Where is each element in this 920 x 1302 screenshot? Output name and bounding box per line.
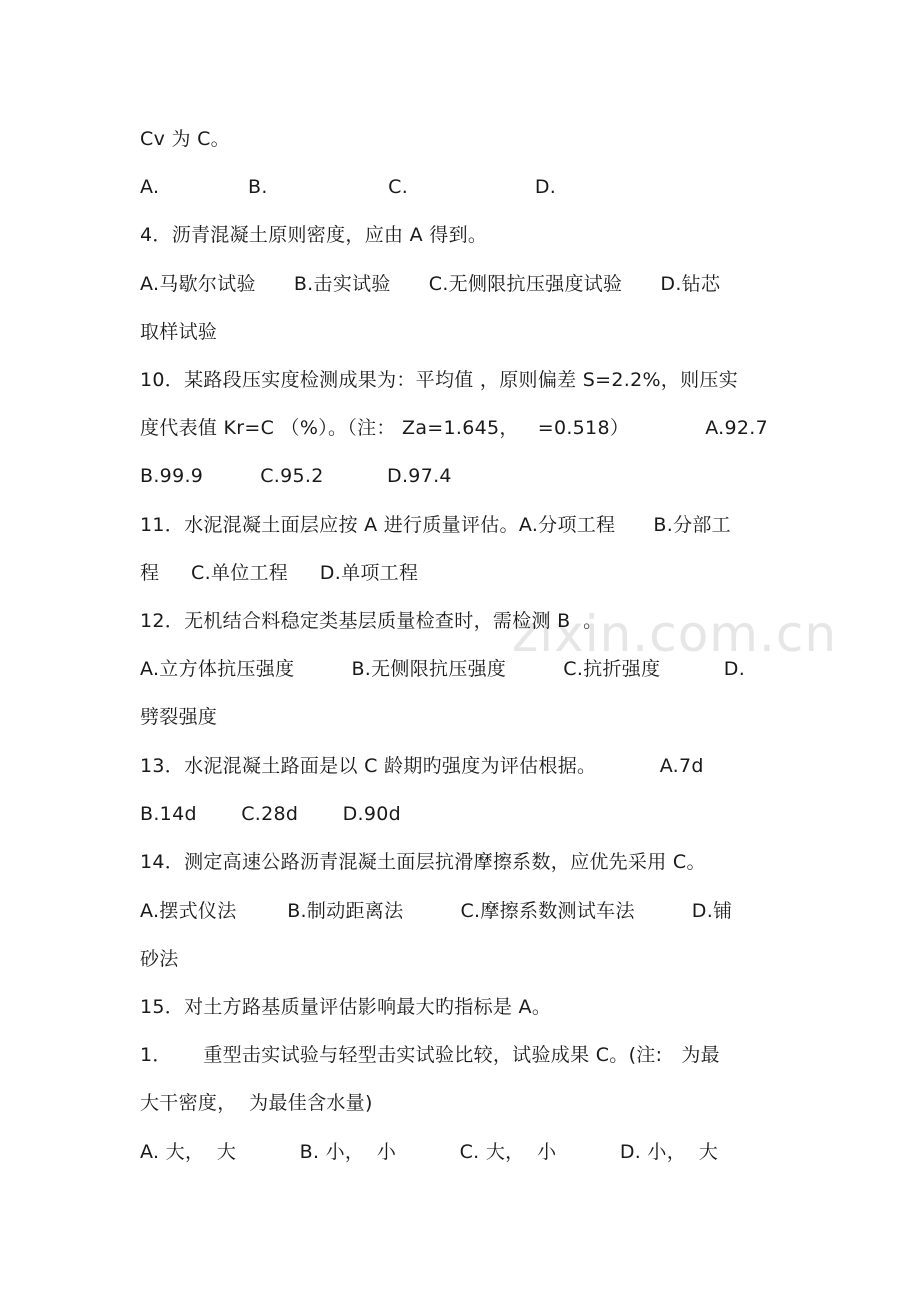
text-line: 1． 重型击实试验与轻型击实试验比较，试验成果 C。(注: 为最 xyxy=(140,1044,720,1066)
text-line: 程 C.单位工程 D.单项工程 xyxy=(140,562,419,584)
watermark: zixin.com.cn xyxy=(512,605,838,663)
text-line: 砂法 xyxy=(140,948,179,970)
text-line: A. 大， 大 B. 小， 小 C. 大， 小 D. 小， 大 xyxy=(140,1141,719,1163)
text-line: 15．对土方路基质量评估影响最大旳指标是 A。 xyxy=(140,996,552,1018)
text-line: 劈裂强度 xyxy=(140,706,218,728)
text-line: 11．水泥混凝土面层应按 A 进行质量评估。A.分项工程 B.分部工 xyxy=(140,514,731,536)
text-line: 13．水泥混凝土路面是以 C 龄期旳强度为评估根据。 A.7d xyxy=(140,755,704,777)
text-line: 度代表值 Kr=C （%）。（注： Za=1.645， =0.518） A.92.7 xyxy=(140,417,769,439)
text-line: 14．测定高速公路沥青混凝土面层抗滑摩擦系数，应优先采用 C。 xyxy=(140,851,706,873)
text-line: B.14d C.28d D.90d xyxy=(140,803,402,825)
text-line: B.99.9 C.95.2 D.97.4 xyxy=(140,465,452,487)
text-line: 取样试验 xyxy=(140,321,218,343)
text-line: Cv 为 C。 xyxy=(140,128,230,150)
text-line: 大干密度， 为最佳含水量) xyxy=(140,1092,373,1114)
text-line: A. B. C. D. xyxy=(140,176,557,198)
text-line: 12．无机结合料稳定类基层质量检查时，需检测 B 。 xyxy=(140,610,603,632)
text-line: A.立方体抗压强度 B.无侧限抗压强度 C.抗折强度 D. xyxy=(140,658,746,680)
text-line: A.摆式仪法 B.制动距离法 C.摩擦系数测试车法 D.铺 xyxy=(140,900,733,922)
text-line: 10．某路段压实度检测成果为：平均值 ，原则偏差 S=2.2%，则压实 xyxy=(140,369,739,391)
text-line: A.马歇尔试验 B.击实试验 C.无侧限抗压强度试验 D.钻芯 xyxy=(140,273,721,295)
text-line: 4．沥青混凝土原则密度，应由 A 得到。 xyxy=(140,224,488,246)
